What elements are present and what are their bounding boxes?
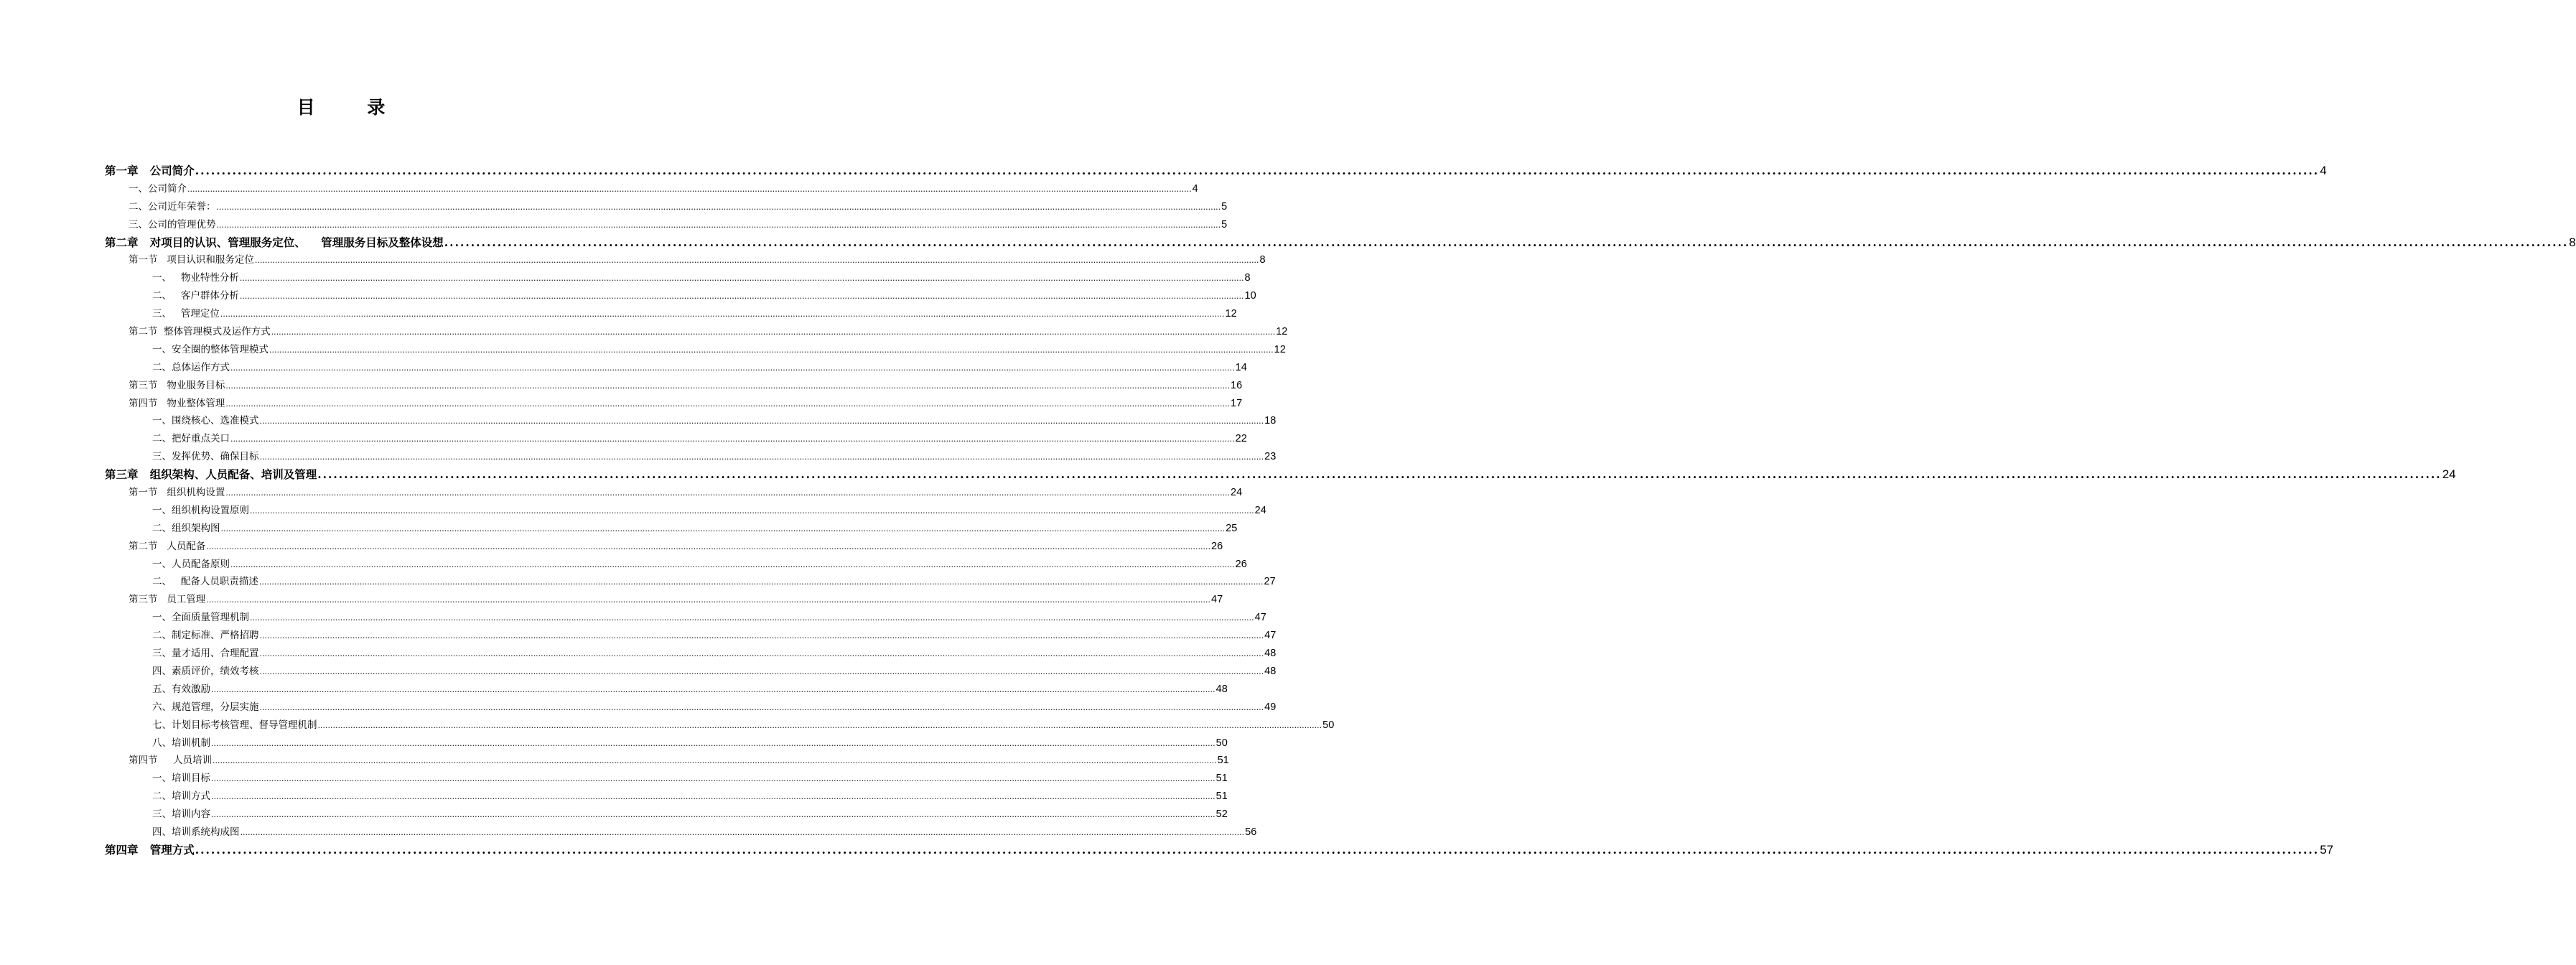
dot-leader: ................................................................................................................................................................................................................................................................................................................................................................................................................ <box>211 684 1215 694</box>
toc-subsection-entry[interactable] <box>105 359 1247 377</box>
dot-leader: ................................................................................................................................................................................................................................................................................................................................................................................................................ <box>259 649 1264 659</box>
toc-page-number: 52 <box>1215 808 1228 821</box>
toc-subsection-entry[interactable] <box>105 520 1238 538</box>
toc-subsection-entry[interactable] <box>105 269 1251 287</box>
toc-entry-label: 一、公司简介 <box>129 182 187 195</box>
dot-leader: ................................................................................................................................................................................................................................................................................................................................................................................................................ <box>250 505 1254 516</box>
toc-entry-label: 第一节 组织机构设置 <box>129 487 225 499</box>
toc-entry-label: 七、计划目标考核管理、督导管理机制 <box>152 719 317 731</box>
toc-entry-label: 五、有效激励 <box>152 683 210 695</box>
toc-section-entry[interactable] <box>105 377 1243 395</box>
toc-page-number: 14 <box>1235 361 1247 373</box>
toc-page-number: 50 <box>1322 719 1335 731</box>
dot-leader: ................................................................................................................................................................................................................................................................................................................................................................................................................ <box>239 274 1244 284</box>
toc-entry-label: 第四章 管理方式 <box>105 842 195 857</box>
toc-entry-label: 二、公司近年荣誉： <box>129 200 216 213</box>
dot-leader: ................................................................................................................................................................................................................................................................................................................................................................................................................ <box>195 164 2320 177</box>
toc-entry-label: 第四节 物业整体管理 <box>129 397 225 409</box>
toc-page-number: 51 <box>1217 755 1229 767</box>
toc-chapter-entry[interactable] <box>105 842 2334 859</box>
toc-entry-label: 四、培训系统构成图 <box>152 826 240 838</box>
table-of-contents <box>105 162 2576 859</box>
toc-entry-label: 三、发挥优势、确保目标 <box>152 451 259 463</box>
toc-entry-label: 第二节 整体管理模式及运作方式 <box>129 326 271 338</box>
toc-subsection-entry[interactable] <box>105 287 1256 305</box>
dot-leader: ................................................................................................................................................................................................................................................................................................................................................................................................................ <box>225 398 1231 409</box>
toc-entry-label: 一、组织机构设置原则 <box>152 504 249 516</box>
dot-leader: ................................................................................................................................................................................................................................................................................................................................................................................................................ <box>239 292 1244 302</box>
toc-entry-label: 第四节 人员培训 <box>129 755 212 767</box>
toc-entry-label: 三、公司的管理优势 <box>129 218 216 230</box>
dot-leader: ................................................................................................................................................................................................................................................................................................................................................................................................................ <box>206 595 1211 605</box>
toc-entry-label: 一、围绕核心、选准模式 <box>152 415 259 427</box>
toc-page-number: 17 <box>1231 397 1243 409</box>
dot-leader: ................................................................................................................................................................................................................................................................................................................................................................................................................ <box>240 827 1245 837</box>
toc-page-number: 51 <box>1215 773 1228 785</box>
toc-entry-label: 二、组织架构图 <box>152 522 220 534</box>
toc-entry-label: 一、人员配备原则 <box>152 558 230 570</box>
toc-entry-label: 二、 配备人员职责描述 <box>152 576 258 588</box>
toc-subsection-entry[interactable] <box>105 770 1228 788</box>
toc-page-number: 50 <box>1215 737 1228 749</box>
toc-subsection-entry[interactable] <box>105 430 1247 448</box>
toc-page-number: 57 <box>2320 842 2334 857</box>
toc-subsection-entry[interactable] <box>105 305 1237 323</box>
toc-chapter-entry[interactable] <box>105 234 2576 252</box>
toc-section-entry[interactable] <box>105 216 1228 234</box>
toc-entry-label: 第一节 项目认识和服务定位 <box>129 254 254 266</box>
toc-page-number: 8 <box>2569 235 2576 249</box>
toc-subsection-entry[interactable] <box>105 645 1277 663</box>
toc-page-number: 48 <box>1264 648 1277 660</box>
toc-entry-label: 第二节 人员配备 <box>129 540 206 552</box>
toc-section-entry[interactable] <box>105 323 1288 341</box>
toc-page-number: 5 <box>1221 218 1228 230</box>
toc-subsection-entry[interactable] <box>105 824 1257 842</box>
toc-subsection-entry[interactable] <box>105 412 1277 430</box>
toc-entry-label: 二、 客户群体分析 <box>152 290 239 302</box>
toc-page-number: 12 <box>1225 308 1237 320</box>
toc-page-number: 26 <box>1235 558 1247 570</box>
dot-leader: ................................................................................................................................................................................................................................................................................................................................................................................................................ <box>220 309 1225 320</box>
toc-page-number: 24 <box>2442 467 2456 482</box>
dot-leader: ................................................................................................................................................................................................................................................................................................................................................................................................................ <box>259 666 1264 676</box>
toc-subsection-entry[interactable] <box>105 502 1266 520</box>
toc-page-number: 48 <box>1215 683 1228 695</box>
dot-leader: ................................................................................................................................................................................................................................................................................................................................................................................................................ <box>212 756 1217 766</box>
toc-subsection-entry[interactable] <box>105 788 1228 806</box>
toc-section-entry[interactable] <box>105 591 1223 609</box>
dot-leader: ................................................................................................................................................................................................................................................................................................................................................................................................................ <box>225 381 1231 391</box>
dot-leader: ................................................................................................................................................................................................................................................................................................................................................................................................................ <box>259 631 1264 641</box>
toc-entry-label: 第二章 对项目的认识、管理服务定位、 管理服务目标及整体设想 <box>105 235 444 249</box>
toc-subsection-entry[interactable] <box>105 717 1335 735</box>
dot-leader: ................................................................................................................................................................................................................................................................................................................................................................................................................ <box>254 256 1259 266</box>
toc-section-entry[interactable] <box>105 251 1266 269</box>
toc-section-entry[interactable] <box>105 180 1198 198</box>
dot-leader: ................................................................................................................................................................................................................................................................................................................................................................................................................ <box>444 235 2569 249</box>
toc-page-number: 23 <box>1264 451 1277 463</box>
toc-page-number: 27 <box>1264 576 1276 588</box>
dot-leader: ................................................................................................................................................................................................................................................................................................................................................................................................................ <box>211 774 1215 784</box>
dot-leader: ................................................................................................................................................................................................................................................................................................................................................................................................................ <box>211 810 1215 820</box>
toc-subsection-entry[interactable] <box>105 681 1228 699</box>
dot-leader: ................................................................................................................................................................................................................................................................................................................................................................................................................ <box>230 434 1235 444</box>
toc-chapter-entry[interactable] <box>105 162 2327 180</box>
dot-leader: ................................................................................................................................................................................................................................................................................................................................................................................................................ <box>317 467 2442 482</box>
toc-entry-label: 第三节 员工管理 <box>129 594 206 606</box>
toc-page-number: 4 <box>1192 182 1198 195</box>
toc-subsection-entry[interactable] <box>105 609 1266 627</box>
toc-chapter-entry[interactable] <box>105 466 2456 484</box>
toc-page-number: 26 <box>1211 540 1223 552</box>
toc-subsection-entry[interactable] <box>105 556 1247 574</box>
dot-leader: ................................................................................................................................................................................................................................................................................................................................................................................................................ <box>216 220 1221 230</box>
dot-leader: ................................................................................................................................................................................................................................................................................................................................................................................................................ <box>269 345 1274 355</box>
dot-leader: ................................................................................................................................................................................................................................................................................................................................................................................................................ <box>230 363 1235 373</box>
dot-leader: ................................................................................................................................................................................................................................................................................................................................................................................................................ <box>206 541 1211 551</box>
toc-entry-label: 一、 物业特性分析 <box>152 272 239 284</box>
dot-leader: ................................................................................................................................................................................................................................................................................................................................................................................................................ <box>211 738 1215 748</box>
dot-leader: ................................................................................................................................................................................................................................................................................................................................................................................................................ <box>259 452 1264 462</box>
toc-section-entry[interactable] <box>105 395 1243 413</box>
toc-entry-label: 一、培训目标 <box>152 773 210 785</box>
toc-page-number: 22 <box>1235 433 1247 445</box>
toc-title: 目 录 <box>297 97 409 118</box>
toc-subsection-entry[interactable] <box>105 735 1228 752</box>
toc-subsection-entry[interactable] <box>105 341 1286 359</box>
toc-entry-label: 一、安全圈的整体管理模式 <box>152 343 269 355</box>
toc-section-entry[interactable] <box>105 484 1243 502</box>
toc-page-number: 47 <box>1264 630 1277 642</box>
toc-page-number: 10 <box>1244 290 1256 302</box>
toc-subsection-entry[interactable] <box>105 806 1228 824</box>
toc-section-entry[interactable] <box>105 752 1229 770</box>
toc-entry-label: 三、量才适用、合理配置 <box>152 648 259 660</box>
dot-leader: ................................................................................................................................................................................................................................................................................................................................................................................................................ <box>258 577 1264 587</box>
toc-page-number: 51 <box>1215 791 1228 803</box>
toc-subsection-entry[interactable] <box>105 448 1277 466</box>
toc-page-number: 16 <box>1231 379 1243 391</box>
dot-leader: ................................................................................................................................................................................................................................................................................................................................................................................................................ <box>220 523 1226 533</box>
toc-page-number: 12 <box>1276 326 1288 338</box>
dot-leader: ................................................................................................................................................................................................................................................................................................................................................................................................................ <box>211 792 1215 802</box>
toc-page-number: 24 <box>1254 504 1266 516</box>
toc-page-number: 4 <box>2320 164 2327 177</box>
dot-leader: ................................................................................................................................................................................................................................................................................................................................................................................................................ <box>250 613 1254 623</box>
dot-leader: ................................................................................................................................................................................................................................................................................................................................................................................................................ <box>271 327 1276 337</box>
toc-section-entry[interactable] <box>105 198 1228 216</box>
dot-leader: ................................................................................................................................................................................................................................................................................................................................................................................................................ <box>195 842 2320 857</box>
toc-page-number: 24 <box>1231 487 1243 499</box>
toc-entry-label: 三、培训内容 <box>152 808 210 821</box>
toc-page-number: 25 <box>1226 522 1238 534</box>
toc-page-number: 56 <box>1245 826 1257 838</box>
dot-leader: ................................................................................................................................................................................................................................................................................................................................................................................................................ <box>259 702 1264 712</box>
toc-entry-label: 二、把好重点关口 <box>152 433 230 445</box>
dot-leader: ................................................................................................................................................................................................................................................................................................................................................................................................................ <box>259 416 1264 426</box>
dot-leader: ................................................................................................................................................................................................................................................................................................................................................................................................................ <box>317 720 1322 730</box>
dot-leader: ................................................................................................................................................................................................................................................................................................................................................................................................................ <box>216 202 1221 212</box>
toc-page-number: 47 <box>1254 612 1266 624</box>
toc-page-number: 8 <box>1244 272 1251 284</box>
toc-page-number: 48 <box>1264 665 1277 677</box>
toc-entry-label: 八、培训机制 <box>152 737 210 749</box>
toc-entry-label: 六、规范管理，分层实施 <box>152 701 259 713</box>
toc-entry-label: 二、培训方式 <box>152 791 210 803</box>
toc-page-number: 49 <box>1264 701 1277 713</box>
toc-subsection-entry[interactable] <box>105 663 1277 681</box>
toc-page-number: 5 <box>1221 200 1228 213</box>
toc-entry-label: 一、全面质量管理机制 <box>152 612 249 624</box>
toc-section-entry[interactable] <box>105 538 1223 556</box>
toc-page-number: 18 <box>1264 415 1277 427</box>
toc-entry-label: 第三章 组织架构、人员配备、培训及管理 <box>105 467 317 482</box>
toc-entry-label: 四、素质评价，绩效考核 <box>152 665 259 677</box>
toc-page-number: 47 <box>1211 594 1223 606</box>
toc-entry-label: 二、制定标准、严格招聘 <box>152 630 259 642</box>
toc-entry-label: 二、总体运作方式 <box>152 361 230 373</box>
toc-page-number: 8 <box>1259 254 1266 266</box>
toc-entry-label: 三、 管理定位 <box>152 308 220 320</box>
toc-subsection-entry[interactable] <box>105 573 1276 591</box>
dot-leader: ................................................................................................................................................................................................................................................................................................................................................................................................................ <box>230 559 1235 569</box>
toc-subsection-entry[interactable] <box>105 699 1277 717</box>
toc-entry-label: 第一章 公司简介 <box>105 164 195 177</box>
toc-page-number: 12 <box>1274 343 1286 355</box>
toc-subsection-entry[interactable] <box>105 627 1277 645</box>
toc-entry-label: 第三节 物业服务目标 <box>129 379 225 391</box>
dot-leader: ................................................................................................................................................................................................................................................................................................................................................................................................................ <box>187 184 1192 194</box>
dot-leader: ................................................................................................................................................................................................................................................................................................................................................................................................................ <box>225 488 1231 498</box>
